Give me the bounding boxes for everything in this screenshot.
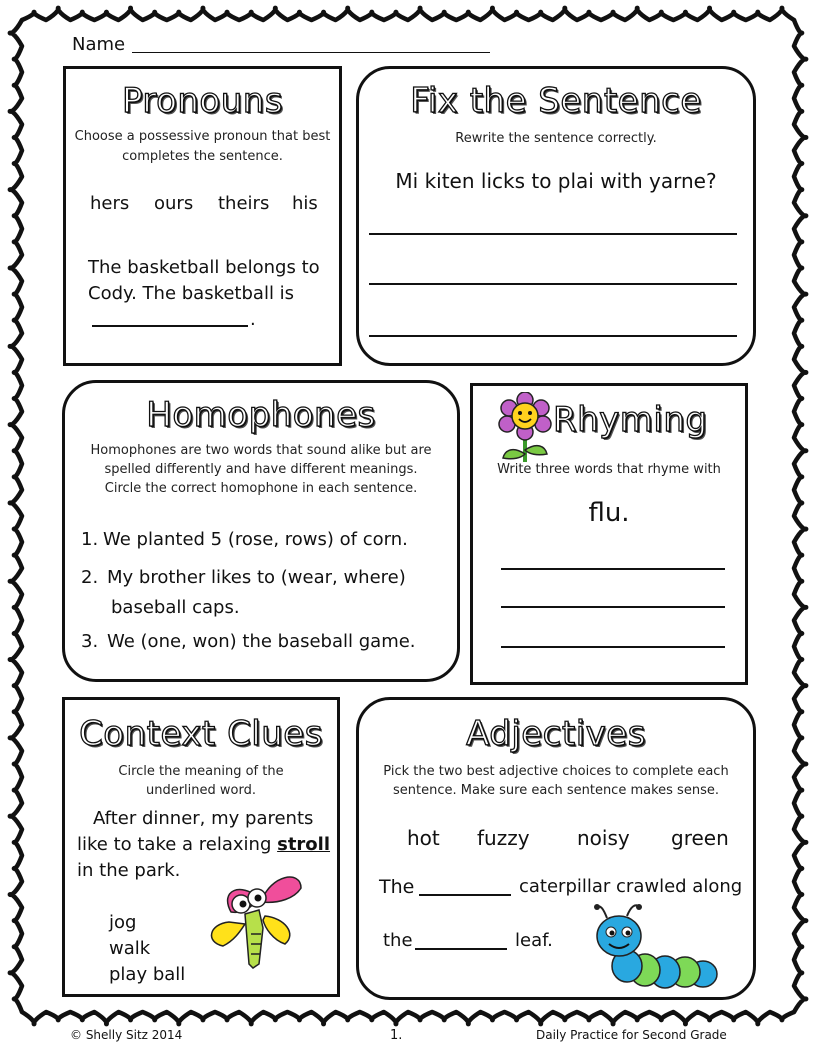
fix-answer-line-1[interactable]: [369, 233, 737, 235]
pronouns-panel: [63, 66, 342, 366]
pronouns-instruction-1: Choose a possessive pronoun that best: [74, 129, 331, 144]
homophone-item-1: We planted 5 (rose, rows) of corn.: [103, 529, 408, 550]
homophone-item-2b: baseball caps.: [111, 597, 240, 618]
homophone-item-2a: My brother likes to (wear, where): [107, 567, 406, 588]
adjective-choice[interactable]: hot: [407, 826, 440, 850]
context-instruction-1: Circle the meaning of the: [118, 764, 284, 779]
name-field[interactable]: [72, 32, 492, 58]
adjective-choice[interactable]: fuzzy: [477, 826, 530, 850]
homophone-item-3: We (one, won) the baseball game.: [107, 631, 416, 652]
underlined-word: stroll: [277, 834, 331, 855]
page-number: 1.: [390, 1028, 403, 1043]
pronouns-period: .: [250, 309, 256, 330]
fix-answer-line-3[interactable]: [369, 335, 737, 337]
homophones-panel: [62, 380, 460, 682]
adjective-blank-2[interactable]: [415, 948, 507, 950]
pronouns-sentence-2: Cody. The basketball is: [88, 283, 295, 304]
adjective-sentence-1-start: The: [379, 876, 415, 898]
adjectives-panel: [356, 697, 756, 1000]
adjective-sentence-2-end: leaf.: [515, 930, 553, 951]
homophones-instruction-1: Homophones are two words that sound alike but are: [90, 443, 432, 458]
pronoun-choice[interactable]: his: [292, 193, 318, 214]
adjective-blank-1[interactable]: [419, 894, 511, 896]
context-option[interactable]: jog: [109, 912, 137, 933]
pronoun-choice[interactable]: ours: [154, 193, 194, 214]
pronouns-sentence-1: The basketball belongs to: [88, 257, 320, 278]
homophone-item-number: 1.: [81, 529, 99, 550]
context-passage-1: After dinner, my parents: [93, 808, 314, 829]
rhyme-answer-line-2[interactable]: [501, 606, 725, 608]
homophones-instruction-3: Circle the correct homophone in each sentence.: [104, 481, 418, 496]
homophones-title: Homophones: [146, 395, 376, 435]
context-clues-title: Context Clues: [79, 714, 323, 754]
rhyming-word: flu.: [588, 498, 630, 528]
fix-sentence-instruction: Rewrite the sentence correctly.: [455, 131, 657, 146]
border-loop: [22, 1012, 794, 1024]
homophone-item-number: 3.: [81, 631, 99, 652]
adjective-sentence-1-end: caterpillar crawled along: [519, 876, 743, 897]
context-passage-3: in the park.: [77, 860, 181, 881]
border-loop: [794, 20, 806, 1012]
context-passage-2: [77, 834, 330, 855]
adjectives-instruction-2: sentence. Make sure each sentence makes sense.: [393, 783, 719, 798]
flower-icon: [497, 392, 553, 464]
pronoun-choice[interactable]: hers: [90, 193, 130, 214]
context-instruction-2: underlined word.: [145, 783, 256, 798]
border-loop: [22, 8, 794, 20]
pronoun-choice[interactable]: theirs: [218, 193, 270, 214]
adjective-sentence-2-start: the: [383, 930, 413, 951]
homophone-item-number: 2.: [81, 567, 99, 588]
homophones-instruction-2: spelled differently and have different meanings.: [104, 462, 418, 477]
adjective-choice[interactable]: green: [671, 826, 729, 850]
context-clues-panel: [62, 697, 340, 997]
series-title: Daily Practice for Second Grade: [536, 1028, 727, 1042]
fix-sentence-title: Fix the Sentence: [410, 81, 702, 121]
rhyming-panel: [470, 383, 748, 685]
adjectives-instruction-1: Pick the two best adjective choices to complete each: [383, 764, 729, 779]
fix-sentence-text: Mi kiten licks to plai with yarne?: [395, 169, 717, 193]
name-line: [132, 52, 490, 53]
dragonfly-icon: [201, 868, 331, 988]
pronouns-instruction-2: completes the sentence.: [122, 149, 283, 164]
adjective-choice[interactable]: noisy: [577, 826, 630, 850]
context-option[interactable]: walk: [109, 938, 151, 959]
fix-answer-line-2[interactable]: [369, 283, 737, 285]
fix-sentence-panel: [356, 66, 756, 366]
border-loop: [10, 20, 22, 1012]
caterpillar-icon: [591, 904, 731, 996]
rhyme-answer-line-3[interactable]: [501, 646, 725, 648]
adjectives-title: Adjectives: [466, 714, 646, 754]
pronouns-title: Pronouns: [121, 81, 284, 121]
context-passage-2-text: like to take a relaxing: [77, 834, 278, 855]
context-option[interactable]: play ball: [109, 964, 186, 985]
pronouns-answer-line[interactable]: [92, 325, 248, 327]
rhyme-answer-line-1[interactable]: [501, 568, 725, 570]
rhyming-title: Rhyming: [553, 400, 708, 440]
name-label: Name: [72, 34, 126, 55]
rhyming-instruction: Write three words that rhyme with: [497, 462, 721, 477]
copyright: © Shelly Sitz 2014: [70, 1028, 183, 1042]
